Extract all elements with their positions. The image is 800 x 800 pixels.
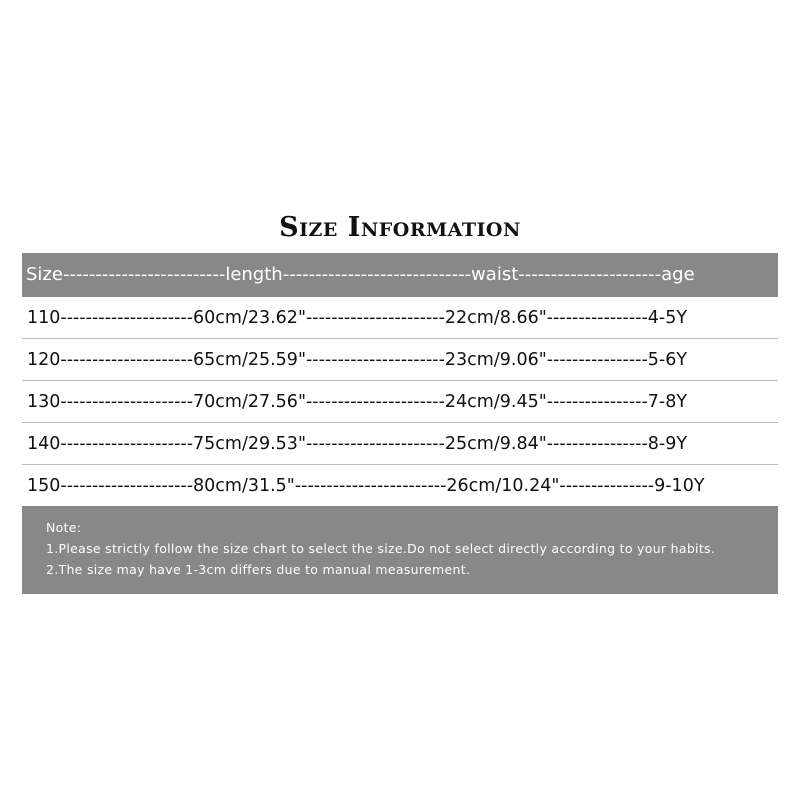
table-row	[22, 297, 778, 339]
table-row	[22, 381, 778, 423]
note-heading: Note:	[46, 520, 82, 535]
table-row-text: 120---------------------65cm/25.59"----------------------23cm/9.06"----------------5-6Y	[27, 350, 688, 370]
note-box	[22, 506, 778, 594]
table-row	[22, 465, 778, 507]
table-row-text: 150---------------------80cm/31.5"------------------------26cm/10.24"---------------9-10Y	[27, 476, 705, 496]
size-table-header	[22, 253, 778, 297]
table-row-text: 110---------------------60cm/23.62"----------------------22cm/8.66"----------------4-5Y	[27, 308, 688, 328]
page-title: Size Information	[279, 212, 521, 243]
table-row-text: 130---------------------70cm/27.56"----------------------24cm/9.45"----------------7-8Y	[27, 392, 688, 412]
table-row	[22, 423, 778, 465]
note-line-1: 1.Please strictly follow the size chart to select the size.Do not select directly according to your habits.	[46, 541, 716, 556]
size-table-header-text: Size-------------------------length-----------------------------waist----------------------age	[26, 264, 695, 285]
note-line-2: 2.The size may have 1-3cm differs due to manual measurement.	[46, 562, 471, 577]
table-row	[22, 339, 778, 381]
table-row-text: 140---------------------75cm/29.53"----------------------25cm/9.84"----------------8-9Y	[27, 434, 688, 454]
